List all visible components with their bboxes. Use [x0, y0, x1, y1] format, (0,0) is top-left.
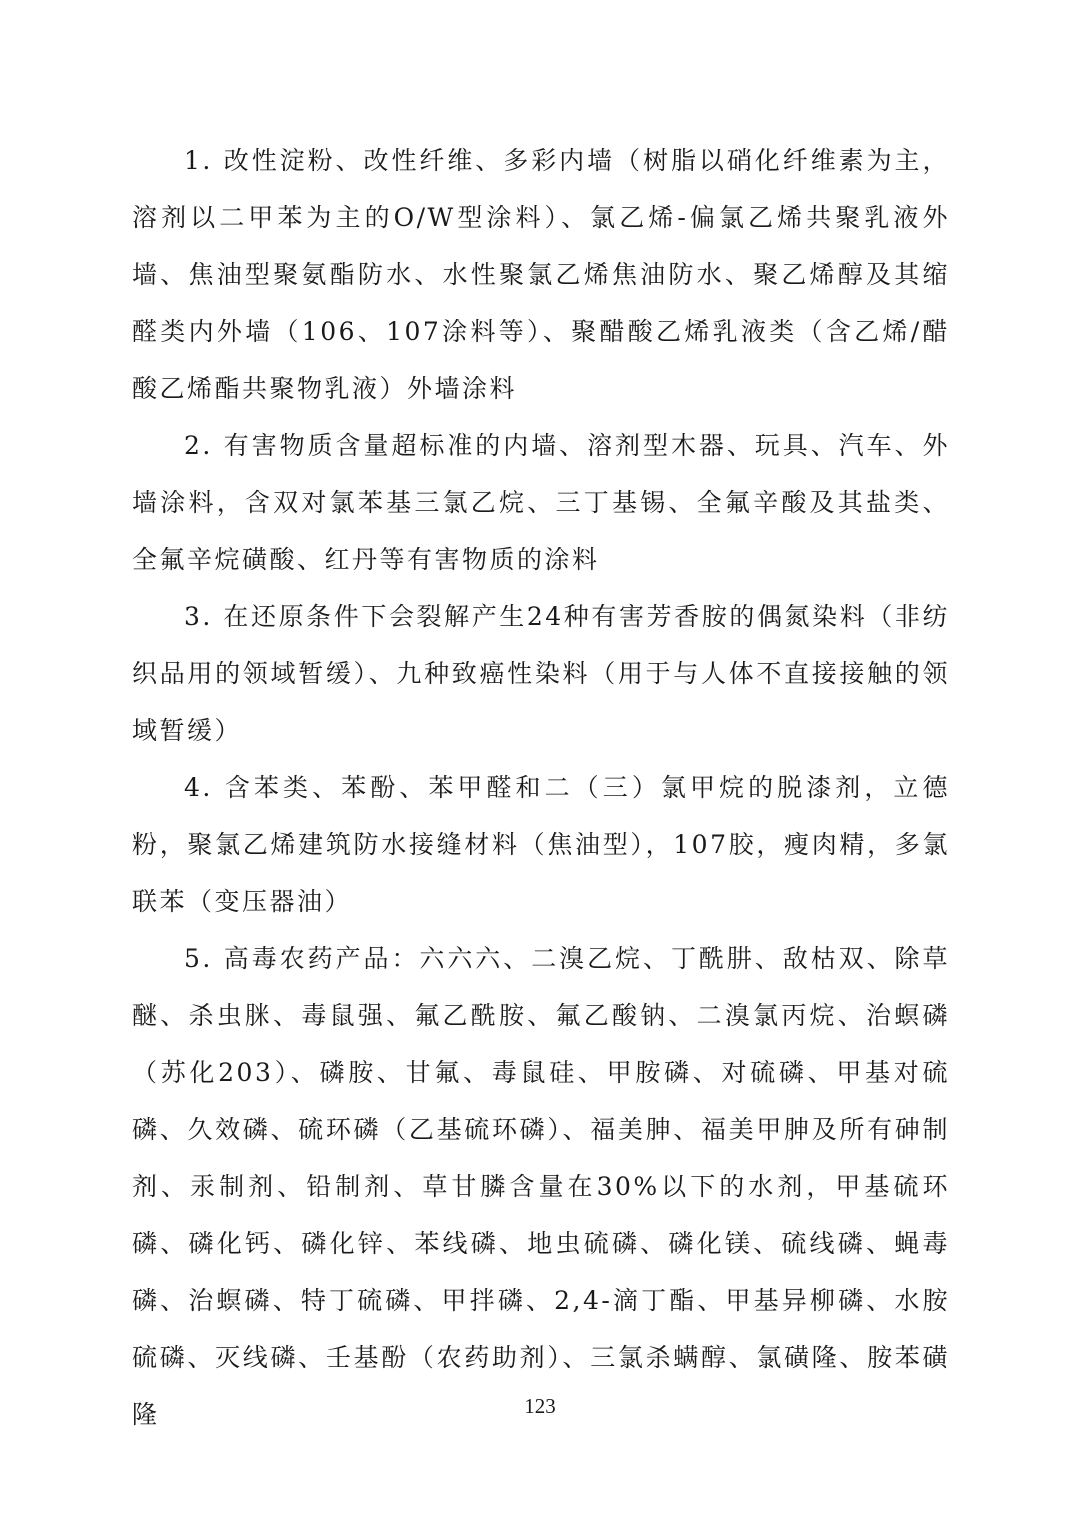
- paragraph-3: 3. 在还原条件下会裂解产生24种有害芳香胺的偶氮染料（非纺织品用的领域暂缓）、九种致癌性染料（用于与人体不直接接触的领域暂缓）: [132, 602, 950, 745]
- paragraph-5: 5. 高毒农药产品：六六六、二溴乙烷、丁酰肼、敌枯双、除草醚、杀虫脒、毒鼠强、氟乙酰胺、氟乙酸钠、二溴氯丙烷、治螟磷（苏化203）、磷胺、甘氟、毒鼠硅、甲胺磷、对硫磷、甲基对硫磷、久效磷、硫环磷（乙基硫环磷）、福美胂、福美甲胂及所有砷制剂、汞制剂、铅制剂、草甘膦含量在30%以下的水剂，甲基硫环磷、磷化钙、磷化锌、苯线磷、地虫硫磷、磷化镁、硫线磷、蝇毒磷、治螟磷、特丁硫磷、甲拌磷、2,4-滴丁酯、甲基异柳磷、水胺硫磷、灭线磷、壬基酚（农药助剂）、三氯杀螨醇、氯磺隆、胺苯磺隆: [132, 944, 950, 1429]
- paragraph-2: 2. 有害物质含量超标准的内墙、溶剂型木器、玩具、汽车、外墙涂料，含双对氯苯基三氯乙烷、三丁基锡、全氟辛酸及其盐类、全氟辛烷磺酸、红丹等有害物质的涂料: [132, 431, 950, 574]
- paragraph-1: 1. 改性淀粉、改性纤维、多彩内墙（树脂以硝化纤维素为主，溶剂以二甲苯为主的O/W型涂料）、氯乙烯-偏氯乙烯共聚乳液外墙、焦油型聚氨酯防水、水性聚氯乙烯焦油防水、聚乙烯醇及其缩醛类内外墙（106、107涂料等）、聚醋酸乙烯乳液类（含乙烯/醋酸乙烯酯共聚物乳液）外墙涂料: [132, 146, 950, 403]
- page-number: 123: [524, 1394, 556, 1418]
- document-body: [132, 132, 950, 1443]
- paragraph-4: 4. 含苯类、苯酚、苯甲醛和二（三）氯甲烷的脱漆剂，立德粉，聚氯乙烯建筑防水接缝材料（焦油型），107胶，瘦肉精，多氯联苯（变压器油）: [132, 773, 950, 916]
